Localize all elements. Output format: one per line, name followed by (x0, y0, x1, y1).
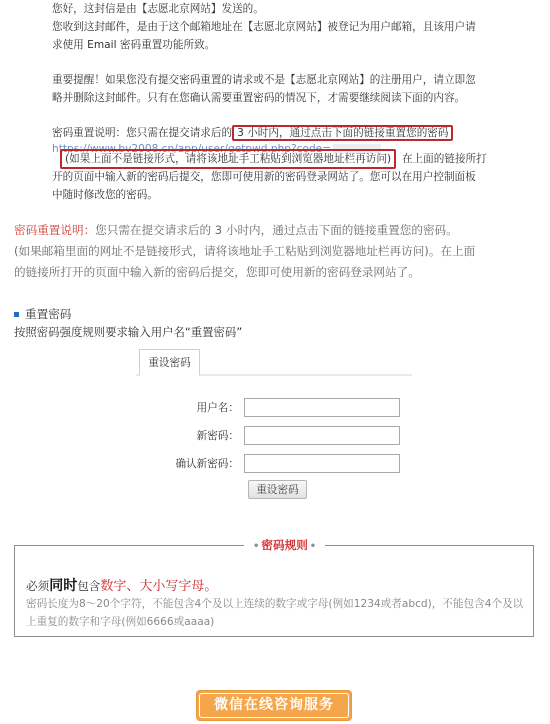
reset-prefix: 密码重置说明：您只需在提交请求后的 (52, 127, 233, 139)
wechat-consult-button[interactable] (196, 690, 352, 721)
username-input[interactable] (244, 398, 400, 417)
password-rules-box (14, 538, 534, 637)
rules-title: • 密码规则 • (244, 538, 325, 554)
confirm-password-label: 确认新密码： (175, 457, 239, 470)
username-label: 用户名： (196, 401, 239, 414)
explain-text: 的链接所打开的页面中输入新的密码后提交，您即可使用新的密码登录网站了。 (14, 265, 420, 279)
email-line: 中随时修改您的密码。 (52, 189, 158, 201)
email-line: 开的页面中输入新的密码后提交，您即可使用新的密码登录网站了。您可以在用户控制面板 (52, 171, 476, 183)
email-line: 在上面的链接所打 (402, 153, 487, 165)
email-warning: 略并删除这封邮件。只有在您确认需要重置密码的情况下，才需要继续阅读下面的内容。 (52, 92, 466, 104)
new-password-row (150, 426, 400, 444)
rules-detail: 密码长度为8～20个字符，不能包含4个及以上连续的数字或字母(例如1234或者abcd)，不能包含4个及以上重复的数字和字母(例如6666或aaaa) (26, 598, 524, 628)
section-title: 重置密码 (14, 306, 71, 322)
email-greeting: 您好，这封信是由【志愿北京网站】发送的。 (52, 3, 264, 15)
boxed-note: (如果上面不是链接形式，请将该地址手工粘贴到浏览器地址栏再访问) (60, 149, 396, 169)
new-password-input[interactable] (244, 426, 400, 445)
explain-text: 您只需在提交请求后的 3 小时内，通过点击下面的链接重置您的密码。 (95, 223, 458, 237)
confirm-password-row (150, 454, 400, 472)
section-description: 按照密码强度规则要求输入用户名“重置密码” (14, 325, 243, 339)
reset-password-button[interactable]: 重设密码 (248, 480, 307, 499)
new-password-label: 新密码： (196, 429, 239, 442)
reset-explanation (14, 220, 536, 283)
tab-reset-password[interactable]: 重设密码 (139, 349, 200, 376)
email-line: 求使用 Email 密码重置功能所致。 (52, 39, 216, 51)
username-row (150, 398, 400, 416)
wechat-consult-label: 微信在线咨询服务 (199, 693, 349, 718)
reset-link[interactable]: https://www.bv2008.cn/app/user/getpwd.php?code= (52, 140, 381, 158)
highlight-box: 3 小时内，通过点击下面的链接重置您的密码 (232, 125, 453, 141)
explain-text: (如果邮箱里面的网址不是链接形式，请将该地址手工粘贴到浏览器地址栏再访问)。在上面 (14, 244, 476, 258)
confirm-password-input[interactable] (244, 454, 400, 473)
bullet-icon (14, 312, 19, 317)
email-warning: 重要提醒！如果您没有提交密码重置的请求或不是【志愿北京网站】的注册用户，请立即忽 (52, 74, 476, 86)
email-screenshot (52, 0, 498, 214)
rules-requirement: 必须同时包含数字、大小写字母。 (26, 578, 218, 594)
explain-key: 密码重置说明： (14, 223, 96, 237)
email-line: 您收到这封邮件，是由于这个邮箱地址在【志愿北京网站】被登记为用户邮箱，且该用户请 (52, 21, 476, 33)
